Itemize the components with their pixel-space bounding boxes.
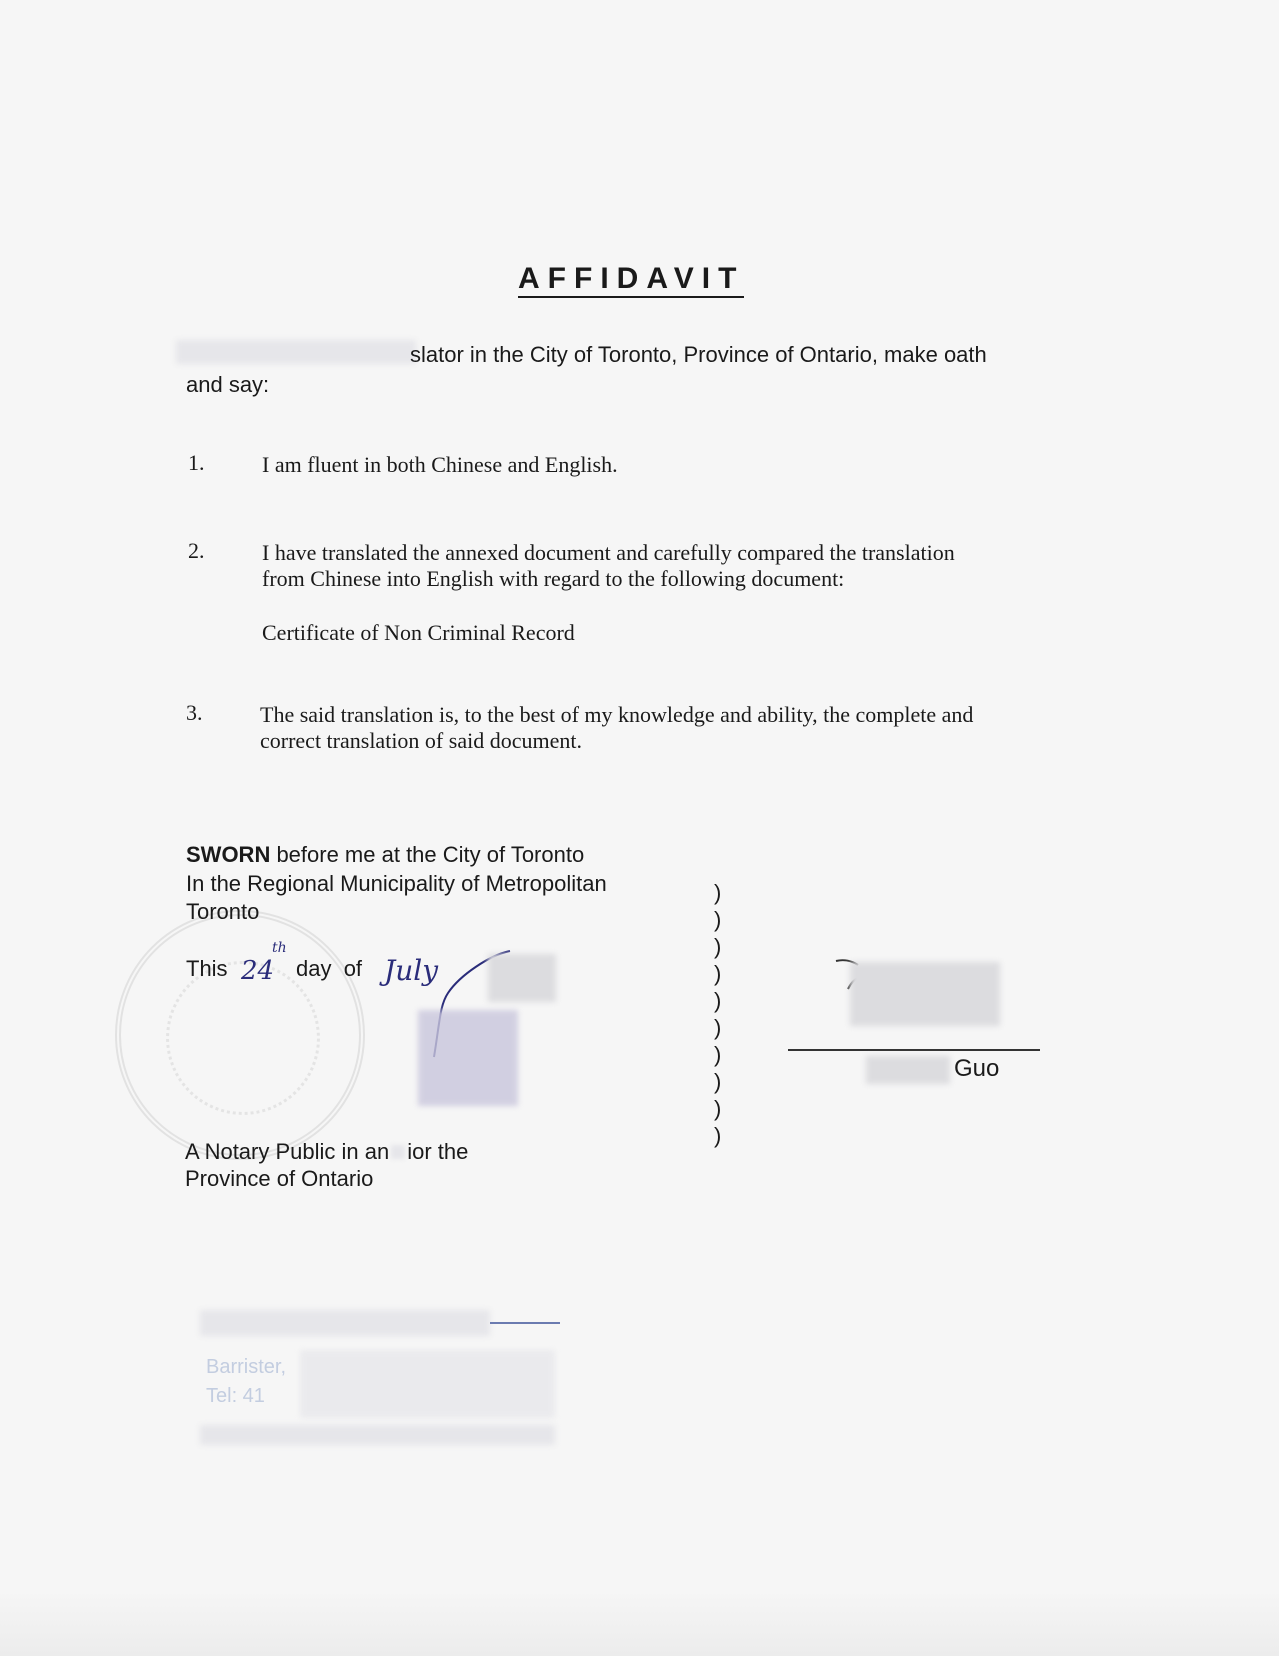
notary-line-2: Province of Ontario: [185, 1166, 374, 1191]
item-2-number: 2.: [188, 538, 205, 563]
paren-2: ): [714, 907, 722, 932]
item-3-line-1: The said translation is, to the best of my knowledge and ability, the complete and: [260, 702, 974, 727]
redacted-notary-signature-2: [418, 1010, 518, 1106]
paren-5: ): [714, 988, 722, 1013]
paren-10: ): [714, 1123, 722, 1148]
sworn-line-3: Toronto: [186, 899, 260, 924]
redacted-notary-fragment: [391, 1145, 405, 1159]
notary-line-1: [185, 1139, 468, 1165]
item-3-line-2: correct translation of said document.: [260, 728, 582, 753]
notary-line-1-b: ior the: [407, 1139, 469, 1164]
date-middle: day of: [296, 956, 363, 981]
paren-9: ): [714, 1096, 722, 1121]
page-bottom-shade: [0, 1590, 1279, 1656]
intro-line-2: and say:: [186, 372, 270, 397]
redacted-stamp-body: [300, 1350, 555, 1418]
redacted-stamp-name: [200, 1310, 490, 1336]
item-3-number: 3.: [186, 700, 203, 725]
item-2-line-1: I have translated the annexed document and carefully compared the translation: [262, 540, 955, 565]
handwritten-day-suffix: th: [272, 940, 287, 956]
item-1-text: I am fluent in both Chinese and English.: [262, 452, 618, 477]
stamp-underline: [490, 1322, 560, 1324]
paren-6: ): [714, 1015, 722, 1040]
paren-3: ): [714, 934, 722, 959]
paren-4: ): [714, 961, 722, 986]
stamp-line-1: Barrister,: [206, 1356, 287, 1378]
signer-name: Guo: [954, 1055, 1000, 1082]
redacted-translator-name: [176, 340, 416, 364]
item-2-line-2: from Chinese into English with regard to the following document:: [262, 566, 845, 591]
sworn-line-1: [186, 842, 584, 868]
redacted-notary-signature-1: [488, 954, 556, 1002]
stamp-line-2: Tel: 41: [206, 1385, 265, 1407]
handwritten-month: July: [384, 954, 439, 987]
intro-line-1: slator in the City of Toronto, Province of Ontario, make oath: [410, 342, 987, 367]
handwritten-day: 24: [241, 956, 275, 986]
redacted-signer-first-name: [866, 1056, 950, 1084]
notary-line-1-a: A Notary Public in an: [185, 1139, 390, 1164]
paren-1: ): [714, 880, 722, 905]
affidavit-title: AFFIDAVIT: [518, 262, 744, 298]
notary-seal-embossed: [115, 910, 365, 1160]
sworn-line-1-rest: before me at the City of Toronto: [270, 842, 585, 867]
redacted-deponent-signature: [850, 962, 1000, 1026]
paren-8: ): [714, 1069, 722, 1094]
sworn-label: SWORN: [186, 842, 271, 867]
signature-line: [788, 1049, 1040, 1051]
redacted-stamp-email: [200, 1425, 555, 1445]
paren-7: ): [714, 1042, 722, 1067]
item-1-number: 1.: [188, 450, 205, 475]
sworn-line-2: In the Regional Municipality of Metropolitan: [186, 871, 607, 896]
date-prefix: This: [186, 956, 228, 981]
item-2-document-name: Certificate of Non Criminal Record: [262, 620, 575, 645]
